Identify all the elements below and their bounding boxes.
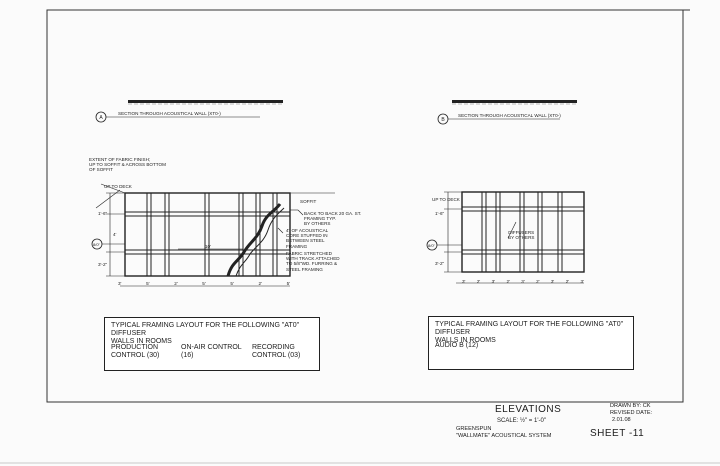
dim-cell: 2' [506,279,510,284]
dim-top-left: 1'-6" [98,211,108,216]
room-recording: RECORDING CONTROL (03) [252,344,301,359]
dim-inner-left: 10' [205,244,211,249]
dim-bottom-left: 3'-2" [98,262,108,267]
note-up-to-deck-left: UP TO DECK [104,184,132,189]
dim-cell: 5' [146,281,150,286]
client-name: GREENSPUN [456,426,492,432]
room-production: PRODUCTION CONTROL (30) [111,344,160,359]
dim-bottom-right: 3'-2" [435,261,445,266]
section-cut-b [452,100,577,104]
dim-cell: 2' [476,279,481,284]
dim-middle-left: 4' [113,232,117,237]
dim-cell: 3' [118,281,122,286]
framing-table-right-header: TYPICAL FRAMING LAYOUT FOR THE FOLLOWING "AT0" DIFFUSER WALLS IN ROOMS [435,321,624,344]
dim-row-left [118,281,290,286]
sheet-title: ELEVATIONS [495,404,562,415]
dim-cell: 2' [536,279,540,284]
dim-cell: 3' [550,279,555,284]
note-up-to-deck-right: UP TO DECK [432,197,460,202]
level-label-right: 8/0" [428,243,435,248]
note-fabric: FABRIC STRETCHED WITH TRACK ATTACHED TO 5/8"WD. FURRING & STEEL FRAMING [286,251,340,272]
sheet-number: SHEET -11 [590,428,645,439]
framing-table-left-header: TYPICAL FRAMING LAYOUT FOR THE FOLLOWING "AT0" DIFFUSER WALLS IN ROOMS [111,322,300,345]
room-audio-b: AUDIO B (12) [435,342,479,349]
revised-date-label: REVISED DATE: [610,410,653,416]
dim-cell: 5' [286,281,290,286]
room-on-air: ON-AIR CONTROL (16) [181,344,242,359]
dim-cell: 3' [521,279,525,284]
dim-cell: 5' [202,281,206,286]
note-diffusers: DIFFUSERS BY OTHERS [508,230,535,241]
dim-cell: 5' [230,281,234,286]
revised-date: 2.01.08 [612,417,631,423]
dim-cell: 3' [462,279,466,284]
dim-cell: 2' [565,279,570,284]
note-core: 4" OF ACOUSTICAL CORE STUFFED IN BETWEEN STEEL FRAMING [286,228,329,249]
dim-cell: 3' [491,279,496,284]
dim-top-right: 1'-6" [435,211,445,216]
note-soffit: SOFFIT [300,199,317,204]
svg-text:A: A [99,115,103,121]
note-fabric-extent-text: EXTENT OF FABRIC FINISH; UP TO SOFFIT & ACROSS BOTTOM OF SOFFIT [89,157,166,173]
section-title-a: SECTION THROUGH ACOUSTICAL WALL (XT0-) [118,111,221,116]
elevation-left [125,193,290,276]
framing-table-left [104,317,320,371]
level-label-left: 8/0" [93,242,100,247]
section-cut-a [128,100,283,104]
dim-cell: 3' [580,279,584,284]
svg-text:B: B [441,117,445,123]
system-name: "WALLMATE" ACOUSTICAL SYSTEM [456,433,552,439]
sheet-scale: SCALE: ½" = 1'-0" [497,418,546,424]
note-framing: BACK TO BACK 20 GA. ST. FRAMING TYP. BY OTHERS [304,211,362,227]
drawn-by: DRAWN BY: CK [610,403,651,409]
section-title-b: SECTION THROUGH ACOUSTICAL WALL (XT0-) [458,113,561,118]
dim-cell: 2' [174,281,178,286]
dim-row-right [462,279,584,284]
framing-table-right [428,316,634,370]
dim-cell: 2' [258,281,262,286]
